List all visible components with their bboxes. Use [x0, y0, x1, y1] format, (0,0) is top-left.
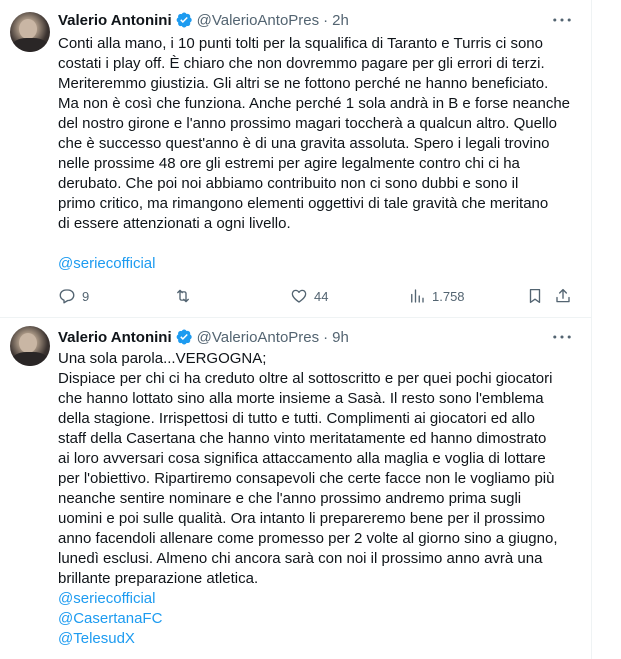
tweet[interactable] [0, 318, 591, 659]
text-line: della stagione. Irrispettosi di tutto e tutti. Complimenti ai giocatori ed allo [58, 410, 535, 427]
timestamp[interactable]: 2h [332, 11, 349, 29]
verified-badge-icon[interactable] [175, 328, 193, 346]
more-options-icon[interactable] [551, 327, 573, 347]
separator-dot: · [323, 328, 329, 346]
repost-icon [174, 287, 192, 305]
text-line: ai loro avversari cosa significa attaccamento alla maglia e voglia di lottare [58, 450, 546, 467]
views-icon [408, 287, 426, 305]
more-options-icon[interactable] [551, 10, 573, 30]
tweet-actions [58, 286, 578, 306]
avatar-face [19, 19, 37, 39]
text-line: Conti alla mano, i 10 punti tolti per la squalifica di Taranto e Turris ci sono [58, 35, 543, 52]
avatar[interactable] [10, 12, 50, 52]
text-line: che è successo quest'anno è di una gravita assoluta. Spero i legali trovino [58, 135, 550, 152]
text-line: di essere attenzionati a ogni livello. [58, 215, 291, 232]
verified-badge-icon[interactable] [175, 11, 193, 29]
text-line: staff della Casertana che hanno vinto meritatamente ed hanno dimostrato [58, 430, 547, 447]
bookmark-button[interactable] [526, 286, 544, 306]
text-line: brillante preparazione atletica. [58, 570, 259, 587]
share-icon [554, 287, 572, 305]
text-line: del nostro girone e l'anno prossimo magari toccherà a qualcun altro. Quello [58, 115, 557, 132]
avatar-face [19, 333, 37, 353]
author-name[interactable]: Valerio Antonini [58, 328, 172, 346]
text-line: costati i play off. È chiaro che non dovremmo pagare per gli errori di terzi. [58, 55, 545, 72]
text-line: che hanno lottato sino alla morte insieme a Sasà. Il resto sono l'emblema [58, 390, 544, 407]
tweet-header [58, 327, 579, 347]
text-line: Dispiace per chi ci ha creduto oltre al sottoscritto e per quei pochi giocatori [58, 370, 553, 387]
tweet-text [58, 349, 578, 649]
text-line: Ma non è così che funziona. Anche perché 1 sola andrà in B e forse neanche [58, 95, 571, 112]
like-button[interactable] [290, 286, 328, 306]
reply-count: 9 [82, 288, 90, 304]
avatar-body [12, 352, 48, 366]
share-button[interactable] [554, 286, 572, 306]
text-line: anno facendoli allenare come promesso per 2 volte al giorno sino a giugno, [58, 530, 558, 547]
timestamp[interactable]: 9h [332, 328, 349, 346]
tweet-header [58, 10, 579, 30]
text-line: primo critico, ma rimangono elementi oggettivi di tale gravità che meritano [58, 195, 549, 212]
mention-link[interactable]: @seriecofficial [58, 255, 156, 272]
repost-button[interactable] [174, 286, 198, 306]
text-line: neanche sentire nominare e che l'anno prossimo andremo prima sugli [58, 490, 522, 507]
text-line: per l'obiettivo. Ripartiremo consapevoli che certe facce non le vogliamo più [58, 470, 555, 487]
separator-dot: · [323, 11, 329, 29]
text-line: Una sola parola...VERGOGNA; [58, 350, 267, 367]
tweet-text [58, 34, 578, 274]
mention-link[interactable]: @seriecofficial [58, 590, 156, 607]
reply-button[interactable] [58, 286, 89, 306]
heart-icon [290, 287, 308, 305]
avatar[interactable] [10, 326, 50, 366]
paragraph-gap [58, 234, 578, 254]
reply-icon [58, 287, 76, 305]
view-count: 1.758 [432, 288, 465, 304]
text-line: uomini e poi sulle qualità. Ora intanto li prepareremo bene per il prossimo [58, 510, 545, 527]
views-button[interactable] [408, 286, 465, 306]
like-count: 44 [314, 288, 329, 304]
bookmark-icon [526, 287, 544, 305]
mention-link[interactable]: @CasertanaFC [58, 610, 163, 627]
tweet[interactable] [0, 0, 591, 318]
text-line: nelle prossime 48 ore gli estremi per agire legalmente contro chi ci ha [58, 155, 520, 172]
text-line: Meriteremmo giustizia. Gli altri se ne fottono perché ne hanno beneficiato. [58, 75, 549, 92]
avatar-body [12, 38, 48, 52]
author-name[interactable]: Valerio Antonini [58, 11, 172, 29]
author-handle[interactable]: @ValerioAntoPres [196, 11, 320, 29]
text-line: derubato. Che poi noi abbiamo contribuito non ci sono dubbi e sono il [58, 175, 519, 192]
mention-link[interactable]: @TelesudX [58, 630, 135, 647]
author-handle[interactable]: @ValerioAntoPres [196, 328, 320, 346]
text-line: lunedì esclusi. Almeno chi ancora sarà con noi il prossimo anno avrà una [58, 550, 543, 567]
